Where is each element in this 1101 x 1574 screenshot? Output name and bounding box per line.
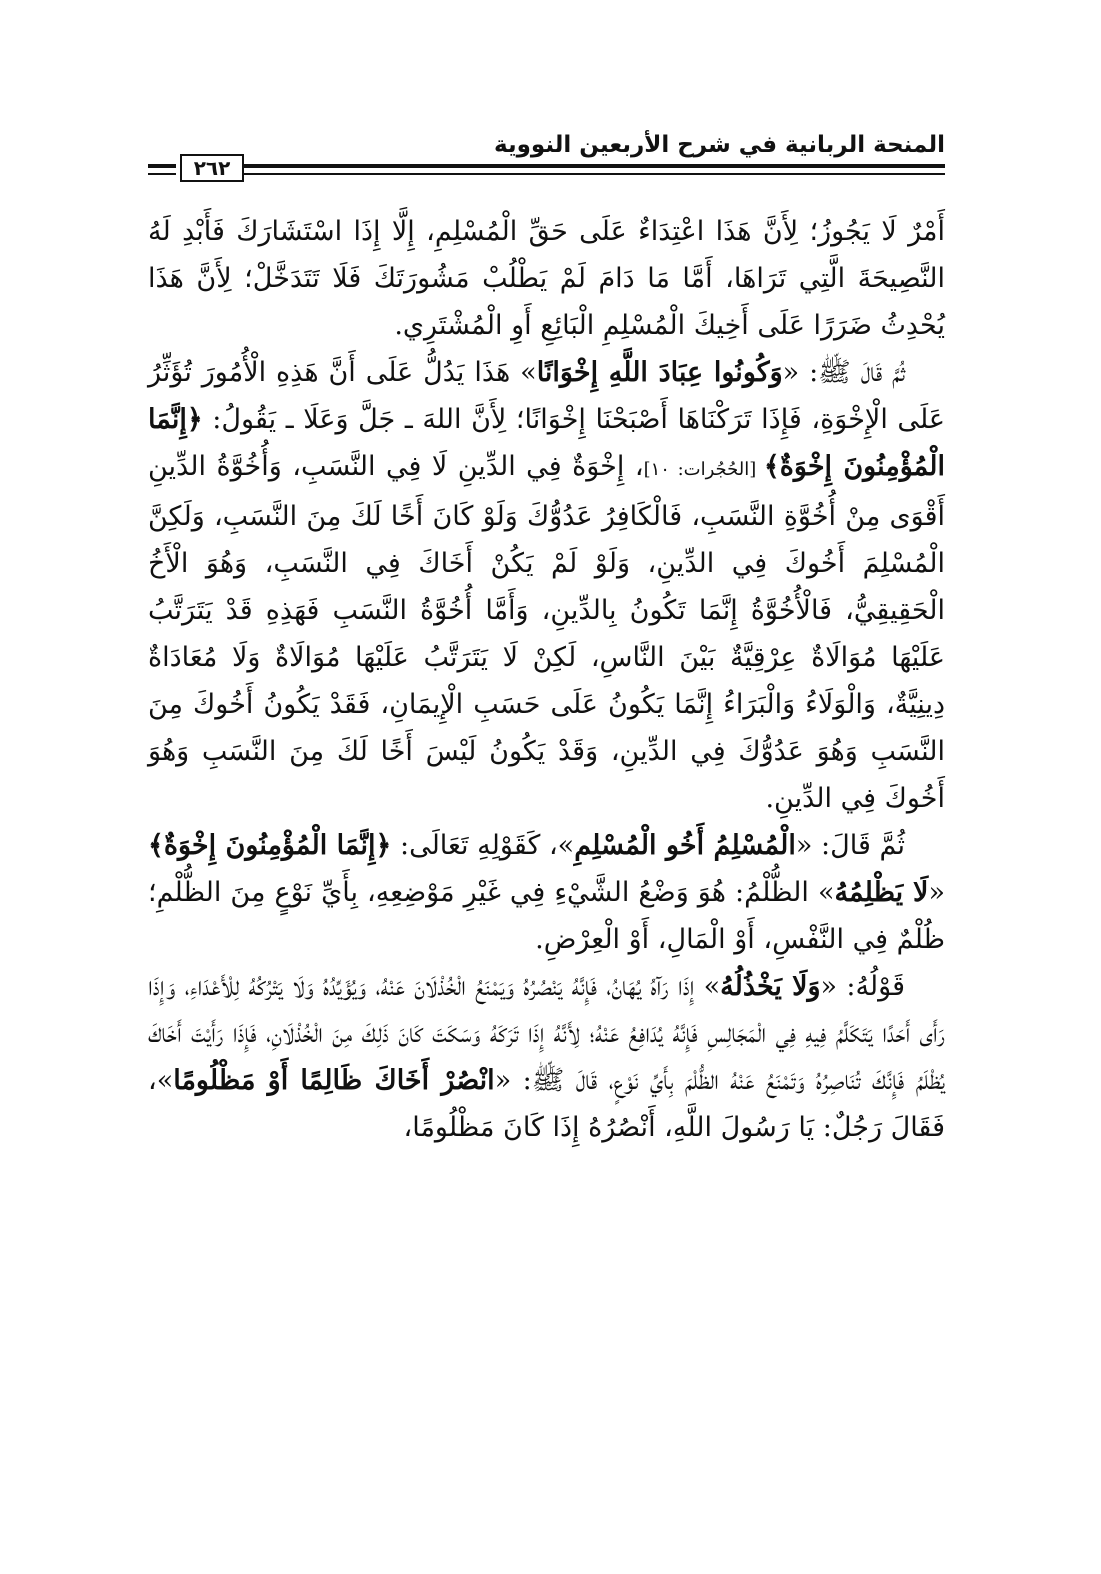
text-run: ، إِخْوَةٌ فِي الدِّينِ لَا فِي النَّسَبِ، وَأُخُوَّةُ الدِّينِ أَقْوَى مِنْ أُخُوَّةِ النَّسَبِ، فَالْكَافِرُ عَدُوُّكَ وَلَوْ كَانَ أَخًا لَكَ مِنَ النَّسَبِ، وَلَكِنَّ الْمُسْلِمَ أَخُوكَ فِي الدِّينِ، وَلَوْ لَمْ يَكُنْ أَخَاكَ فِي النَّسَبِ، وَهُوَ الْأَخُ الْحَقِيقِيُّ، فَالْأُخُوَّةُ إِنَّمَا تَكُونُ بِالدِّينِ، وَأَمَّا أُخُوَّةُ النَّسَبِ فَهَذِهِ قَدْ يَتَرَتَّبُ عَلَيْهَا مُوَالَاةٌ عِرْقِيَّةٌ بَيْنَ النَّاسِ، لَكِنْ لَا يَتَرَتَّبُ عَلَيْهَا مُوَالَاةٌ وَلَا مُعَادَاةٌ دِينِيَّةٌ، وَالْوَلَاءُ وَالْبَرَاءُ إِنَّمَا يَكُونُ عَلَى حَسَبِ الْإِيمَانِ، فَقَدْ يَكُونُ أَخُوكَ مِنَ النَّسَبِ وَهُوَ عَدُوُّكَ فِي الدِّينِ، وَقَدْ يَكُونُ لَيْسَ أَخًا لَكَ مِنَ النَّسَبِ وَهُوَ أَخُوكَ فِي الدِّينِ. <box>148 451 945 814</box>
text-run: »، كَقَوْلِهِ تَعَالَى: <box>391 830 575 861</box>
text-run: ثُمَّ قَالَ: « <box>795 830 905 861</box>
body-text <box>148 208 945 1151</box>
text-run: » هَذَا يَدُلُّ عَلَى أَنَّ هَذِهِ الْأُمُورَ تُؤَثِّرُ عَلَى الْإِخْوَةِ، فَإِذَا تَرَكْنَاهَا أَصْبَحْنَا إِخْوَانًا؛ لِأَنَّ اللهَ ـ جَلَّ وَعَلَا ـ يَقُولُ: <box>148 357 945 435</box>
emphasized-text: وَكُونُوا عِبَادَ اللَّهِ إِخْوَانًا <box>536 357 783 388</box>
text-run: » إِذَا رَآهُ يُهَانُ، فَإِنَّهُ يَنْصُرُهُ وَيَمْنَعُ الْخُذْلَانَ عَنْهُ، وَيُؤَيِّدُهُ وَلَا يَتْرُكُهُ لِلْأَعْدَاءِ، وَإِذَا رَأَى أَحَدًا يَتَكَلَّمُ فِيهِ فِي الْمَجَالِسِ فَإِنَّهُ يُدَافِعُ عَنْهُ؛ لِأَنَّهُ إِذَا تَرَكَهُ وَسَكَتَ كَانَ ذَلِكَ مِنَ الْخُذْلَانِ، فَإِذَا رَأَيْتَ أَخَاكَ يُظْلَمُ فَإِنَّكَ تُنَاصِرُهُ وَتَمْنَعُ عَنْهُ الظُّلْمَ بِأَيِّ نَوْعٍ، قَالَ ﷺ: « <box>148 971 945 1096</box>
page-header <box>148 130 945 190</box>
text-run: « <box>928 877 945 908</box>
page-number: ٢٦٢ <box>180 154 244 182</box>
emphasized-text: وَلَا يَخْذُلُهُ <box>720 971 821 1002</box>
paragraph-3 <box>148 822 945 963</box>
emphasized-text: لَا يَظْلِمُهُ <box>834 877 929 908</box>
text-run: أَمْرٌ لَا يَجُوزُ؛ لِأَنَّ هَذَا اعْتِدَاءٌ عَلَى حَقِّ الْمُسْلِمِ، إِلَّا إِذَا اسْتَشَارَكَ فَأَبْدِ لَهُ النَّصِيحَةَ الَّتِي تَرَاهَا، أَمَّا مَا دَامَ لَمْ يَطْلُبْ مَشُورَتَكَ فَلَا تَتَدَخَّلْ؛ لِأَنَّ هَذَا يُحْدِثُ ضَرَرًا عَلَى أَخِيكَ الْمُسْلِمِ الْبَائِعِ أَوِ الْمُشْتَرِي. <box>148 216 945 341</box>
header-rule-thick <box>244 164 945 168</box>
verse-citation: [الحُجُرات: ١٠] <box>643 459 764 480</box>
header-rule-left-thin <box>148 173 176 175</box>
text-run: قَوْلُهُ: « <box>820 971 905 1002</box>
emphasized-text: ﴿إِنَّمَا الْمُؤْمِنُونَ إِخْوَةٌ﴾ <box>148 404 945 482</box>
text-run: » الظُّلْمُ: هُوَ وَضْعُ الشَّيْءِ فِي غَيْرِ مَوْضِعِهِ، بِأَيِّ نَوْعٍ مِنَ الظُّلْمِ؛ ظُلْمٌ فِي النَّفْسِ، أَوْ الْمَالِ، أَوْ الْعِرْضِ. <box>148 877 945 955</box>
running-title: المنحة الربانية في شرح الأربعين النووية <box>494 132 945 158</box>
text-run: »، فَقَالَ رَجُلٌ: يَا رَسُولَ اللَّهِ، أَنْصُرُهُ إِذَا كَانَ مَظْلُومًا، <box>148 1065 945 1143</box>
header-rule-left-thick <box>148 164 176 168</box>
emphasized-text: انْصُرْ أَخَاكَ ظَالِمًا أَوْ مَظْلُومًا <box>173 1065 495 1096</box>
header-rule-thin <box>244 173 945 175</box>
text-run: ثُمَّ قَالَ ﷺ: « <box>782 357 905 388</box>
paragraph-1 <box>148 208 945 349</box>
paragraph-2 <box>148 349 945 822</box>
emphasized-text: الْمُسْلِمُ أَخُو الْمُسْلِمِ <box>574 830 796 861</box>
paragraph-4 <box>148 963 945 1151</box>
emphasized-text: ﴿إِنَّمَا الْمُؤْمِنُونَ إِخْوَةٌ﴾ <box>148 830 392 861</box>
